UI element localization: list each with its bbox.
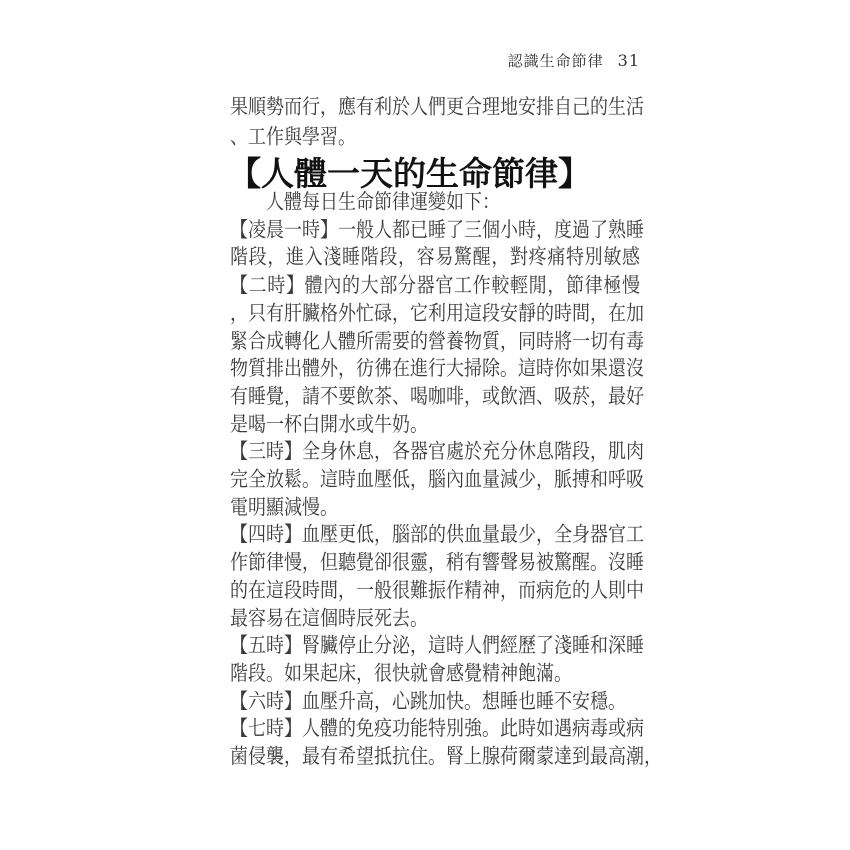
body-line: 【七時】人體的免疫功能特別強。此時如遇病毒或病: [230, 716, 644, 741]
body-line: 階段。如果起床，很快就會感覺精神飽滿。: [230, 661, 572, 686]
intro-line: 果順勢而行，應有利於人們更合理地安排自己的生活: [230, 95, 644, 120]
body-line: 菌侵襲，最有希望抵抗住。腎上腺荷爾蒙達到最高潮，: [230, 744, 662, 769]
body-line: 緊合成轉化人體所需要的營養物質，同時將一切有毒: [230, 328, 644, 353]
body-line: 作節律慢，但聽覺卻很靈，稍有響聲易被驚醒。沒睡: [230, 550, 644, 575]
body-line: 【二時】體內的大部分器官工作較輕閒，節律極慢: [230, 273, 640, 298]
intro-line: 、工作與學習。: [230, 125, 356, 150]
body-line: 階段，進入淺睡階段，容易驚醒，對疼痛特別敏感: [230, 245, 640, 270]
body-line: 人體每日生命節律運變如下：: [266, 190, 500, 215]
page-number: 31: [617, 51, 640, 70]
body-line: 【六時】血壓升高，心跳加快。想睡也睡不安穩。: [230, 688, 626, 714]
body-line: 物質排出體外，彷彿在進行大掃除。這時你如果還沒: [230, 356, 644, 381]
section-title: 【人體一天的生命節律】: [228, 154, 591, 193]
body-line: 最容易在這個時辰死去。: [230, 605, 428, 630]
body-line: 是喝一杯白開水或牛奶。: [230, 411, 428, 437]
body-line: 的在這段時間，一般很難振作精神，而病危的人則中: [230, 578, 644, 603]
body-line: ，只有肝臟格外忙碌，它利用這段安靜的時間，在加: [230, 301, 644, 326]
running-header: [508, 50, 640, 71]
chapter-title: 認識生命節律: [507, 52, 604, 70]
body-line: 【三時】全身休息，各器官處於充分休息階段，肌肉: [230, 439, 644, 464]
body-line: 【凌晨一時】一般人都已睡了三個小時，度過了熟睡: [230, 218, 644, 243]
body-line: 完全放鬆。這時血壓低，腦內血量減少，脈搏和呼吸: [230, 467, 644, 492]
body-line: 【五時】腎臟停止分泌，這時人們經歷了淺睡和深睡: [230, 633, 644, 658]
body-line: 【四時】血壓更低，腦部的供血量最少，全身器官工: [230, 522, 644, 547]
body-line: 有睡覺，請不要飲茶、喝咖啡，或飲酒、吸菸，最好: [230, 384, 644, 409]
body-line: 電明顯減慢。: [230, 495, 338, 520]
